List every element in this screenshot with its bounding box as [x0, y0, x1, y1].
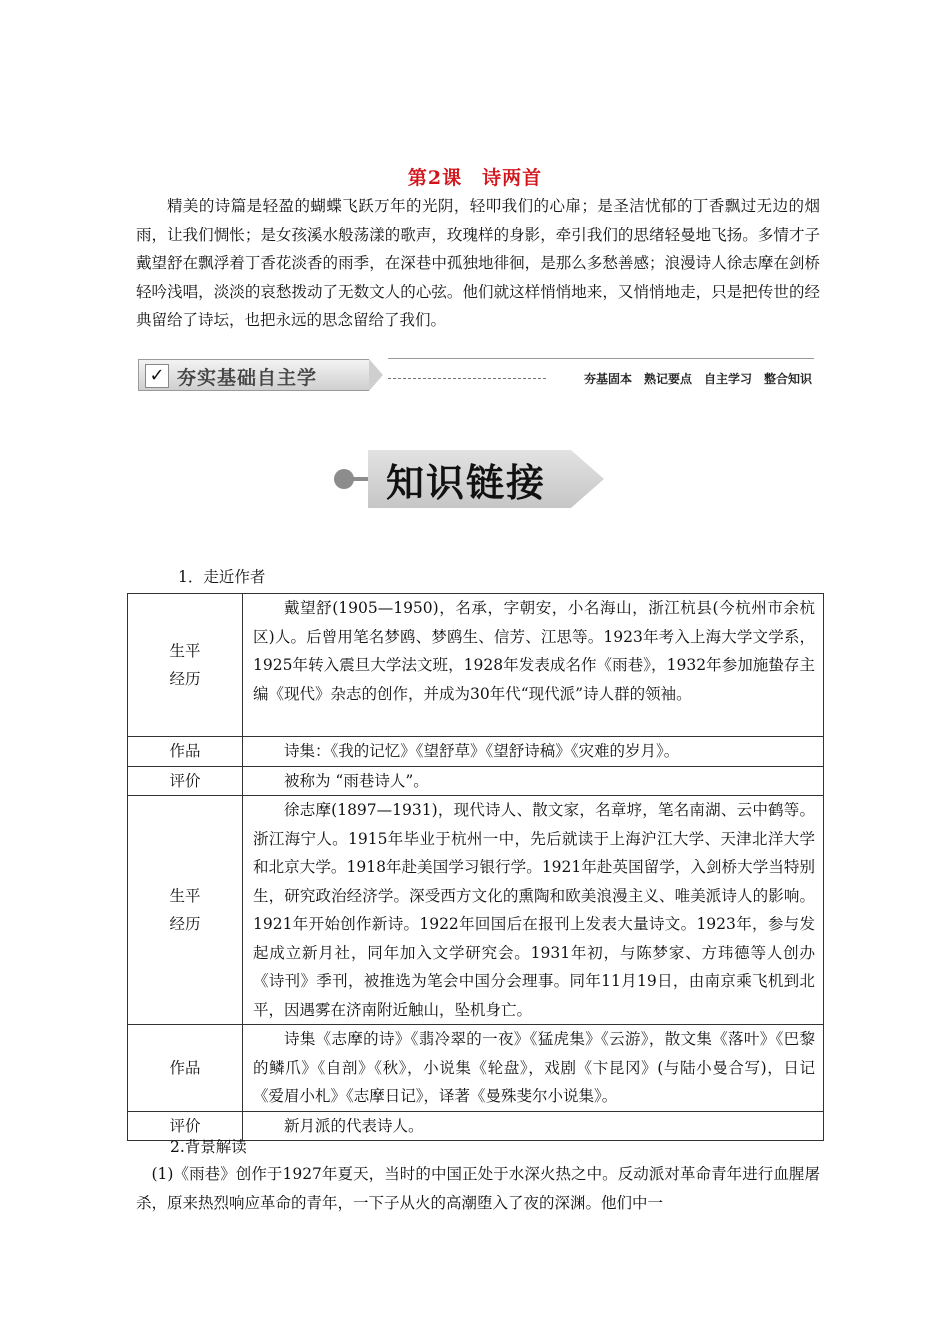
section-author-label: 1．走近作者 — [178, 568, 266, 586]
works-label-cell: 作品 — [128, 1025, 243, 1112]
table-row — [128, 1025, 824, 1112]
table-row — [128, 594, 824, 737]
lesson-title: 第2课 诗两首 — [407, 167, 543, 189]
dai-works-cell: 诗集：《我的记忆》《望舒草》《望舒诗稿》《灾难的岁月》。 — [243, 737, 824, 767]
heading-dot-icon — [334, 469, 354, 489]
xu-life-cell: 徐志摩(1897—1931)，现代诗人、散文家，名章垿，笔名南湖、云中鹤等。浙江海宁人。1915年毕业于杭州一中，先后就读于上海沪江大学、天津北洋大学和北京大学。1918年赴美国学习银行学。1921年赴英国留学，入剑桥大学当特别生，研究政治经济学。深受西方文化的熏陶和欧美浪漫主义、唯美派诗人的影响。 1921年开始创作新诗。1922年回国后在报刊上发表大量诗文。1923年，参与发起成立新月社，同年加入文学研究会。1931年初，与陈梦家、方玮德等人创办《诗刊》季刊，被推选为笔会中国分会理事。同年11月19日，由南京乘飞机到北平，因遇雾在济南附近触山，坠机身亡。 — [243, 796, 824, 1025]
life-label-line2: 经历 — [169, 915, 201, 933]
banner-dashed-line — [388, 378, 546, 379]
banner-top-line — [388, 358, 814, 359]
xu-works-cell: 诗集《志摩的诗》《翡冷翠的一夜》《猛虎集》《云游》，散文集《落叶》《巴黎的鳞爪》《自剖》《秋》，小说集《轮盘》，戏剧《卞昆冈》(与陆小曼合写)，日记《爱眉小札》《志摩日记》，译著《曼殊斐尔小说集》。 — [243, 1025, 824, 1112]
section-background-label: 2.背景解读 — [170, 1138, 247, 1156]
table-row — [128, 796, 824, 1025]
dai-life-cell: 戴望舒(1905—1950)，名承，字朝安，小名海山，浙江杭县(今杭州市余杭区)人。后曾用笔名梦鸥、梦鸥生、信芳、江思等。1923年考入上海大学文学系，1925年转入震旦大学法文班，1928年发表成名作《雨巷》，1932年参加施蛰存主编《现代》杂志的创作，并成为30年代“现代派”诗人群的领袖。 — [243, 594, 824, 737]
background-paragraph: (1)《雨巷》创作于1927年夏天，当时的中国正处于水深火热之中。反动派对革命青年进行血腥屠杀，原来热烈响应革命的青年，一下子从火的高潮堕入了夜的深渊。他们中一 — [136, 1165, 820, 1212]
eval-label-cell: 评价 — [128, 766, 243, 796]
life-label-line1: 生平 — [169, 887, 201, 905]
table-row — [128, 737, 824, 767]
section-banner — [138, 358, 814, 392]
works-label-cell: 作品 — [128, 737, 243, 767]
xu-eval-cell: 新月派的代表诗人。 — [243, 1111, 824, 1141]
life-label-cell — [128, 796, 243, 1025]
author-table — [127, 593, 824, 1141]
dai-eval-cell: 被称为 “雨巷诗人”。 — [243, 766, 824, 796]
life-label-line1: 生平 — [169, 642, 201, 660]
life-label-cell — [128, 594, 243, 737]
knowledge-link-title: 知识链接 — [386, 461, 547, 505]
table-row — [128, 766, 824, 796]
banner-subtitle: 夯基固本 熟记要点 自主学习 整合知识 — [583, 372, 812, 386]
banner-title: 夯实基础自主学 — [177, 367, 318, 389]
knowledge-link-heading — [330, 448, 620, 512]
intro-paragraph: 精美的诗篇是轻盈的蝴蝶飞跃万年的光阴，轻叩我们的心扉；是圣洁忧郁的丁香飘过无边的烟雨，让我们惆怅；是女孩溪水般荡漾的歌声，玫瑰样的身影，牵引我们的思绪轻曼地飞扬。多情才子戴望舒在飘浮着丁香花淡香的雨季，在深巷中孤独地徘徊，是那么多愁善感；浪漫诗人徐志摩在剑桥轻吟浅唱，淡淡的哀愁拨动了无数文人的心弦。他们就这样悄悄地来，又悄悄地走，只是把传世的经典留给了诗坛，也把永远的思念留给了我们。 — [136, 197, 820, 329]
eval-label-cell: 评价 — [128, 1111, 243, 1141]
banner-label-box — [138, 359, 369, 391]
checkmark-icon: ✓ — [145, 364, 169, 388]
life-label-line2: 经历 — [169, 670, 201, 688]
